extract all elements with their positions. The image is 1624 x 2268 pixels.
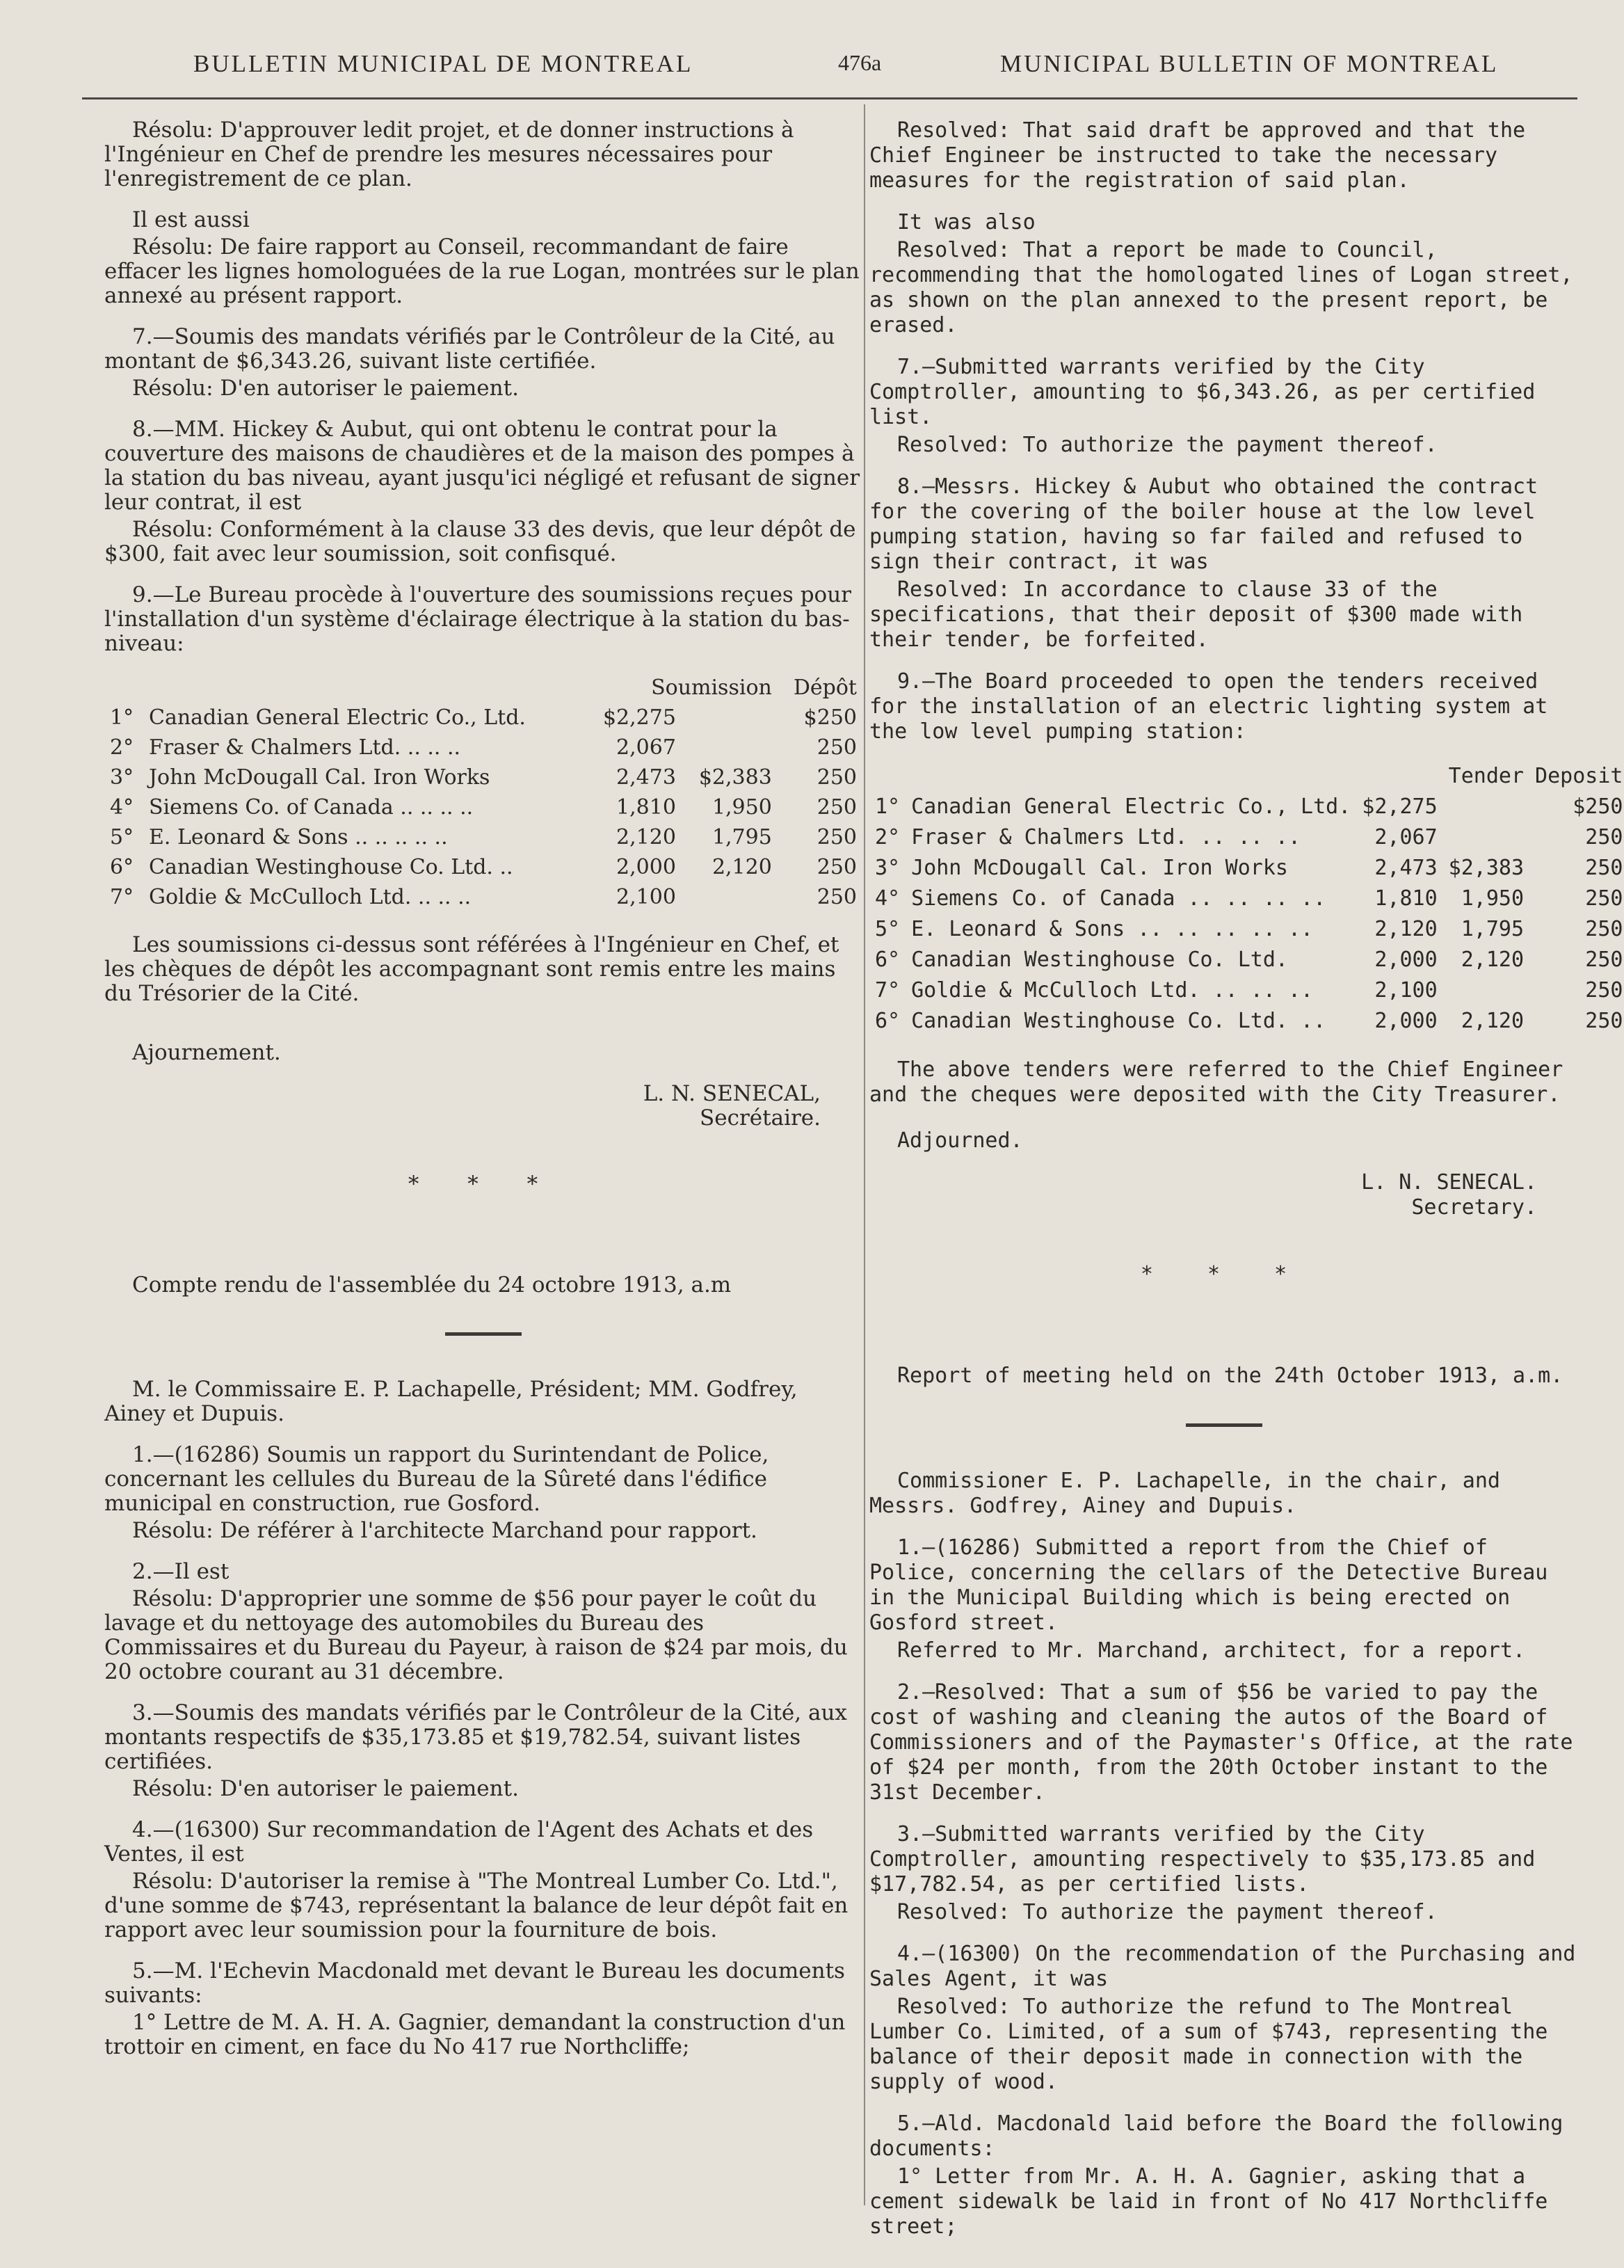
en-paragraph: 4.—(16300) On the recommendation of the Purchasing and Sales Agent, it was bbox=[869, 1942, 1576, 1991]
row-ordinal: 3° bbox=[875, 856, 901, 880]
row-company: Goldie & McCulloch Ltd. .. .. .. bbox=[911, 978, 1314, 1003]
table-row bbox=[104, 882, 862, 912]
row-tender-alt: 1,795 bbox=[1461, 917, 1525, 941]
row-tender-alt: 1,950 bbox=[1461, 886, 1525, 911]
fr-section-stars: * * * bbox=[408, 1172, 559, 1197]
row-ordinal: 4° bbox=[110, 795, 134, 820]
page-number: 476a bbox=[838, 50, 882, 75]
row-company: Canadian Westinghouse Co. Ltd. .. bbox=[149, 855, 513, 879]
fr-paragraph: M. le Commissaire E. P. Lachapelle, Président; MM. Godfrey, Ainey et Dupuis. bbox=[104, 1377, 798, 1426]
row-ordinal: 6° bbox=[875, 948, 901, 972]
en-paragraph: Referred to Mr. Marchand, architect, for a report. bbox=[897, 1638, 1526, 1663]
row-company: John McDougall Cal. Iron Works bbox=[149, 765, 490, 790]
row-tender-alt: 1,950 bbox=[711, 795, 772, 820]
row-tender-alt bbox=[1443, 975, 1529, 1006]
french-column bbox=[104, 118, 862, 2076]
row-deposit: 250 bbox=[817, 825, 857, 849]
en-paragraph: Resolved: To authorize the payment thereof. bbox=[897, 1900, 1438, 1924]
table-header-tender: Soumission bbox=[651, 676, 772, 700]
row-deposit: 250 bbox=[817, 765, 857, 790]
row-deposit: $250 bbox=[1573, 794, 1623, 819]
row-tender-alt: 2,120 bbox=[1461, 948, 1525, 972]
column-divider bbox=[864, 104, 865, 2205]
table-header-deposit: Dépôt bbox=[793, 676, 857, 700]
row-deposit: 250 bbox=[1585, 948, 1623, 972]
fr-paragraph: Résolu: De faire rapport au Conseil, recommandant de faire effacer les lignes homologuées de la rue Logan, montrées sur le plan annexé au présent rapport. bbox=[104, 234, 860, 308]
row-deposit: 250 bbox=[1585, 856, 1623, 880]
table-row bbox=[869, 945, 1624, 975]
row-tender: 2,067 bbox=[616, 735, 676, 760]
fr-signature-title: Secrétaire. bbox=[700, 1105, 821, 1131]
running-head bbox=[0, 50, 1624, 92]
table-header-blank bbox=[143, 673, 586, 703]
en-adjournment: Adjourned. bbox=[897, 1128, 1023, 1153]
english-column bbox=[869, 118, 1623, 2256]
row-ordinal: 2° bbox=[110, 735, 134, 760]
table-row bbox=[104, 762, 862, 792]
fr-paragraph: Résolu: D'approuver ledit projet, et de donner instructions à l'Ingénieur en Chef de prendre les mesures nécessaires pour l'enregistrement de ce plan. bbox=[104, 118, 794, 191]
table-row bbox=[104, 792, 862, 822]
en-signature-name: L. N. SENECAL. bbox=[1361, 1170, 1537, 1195]
en-report-title: Report of meeting held on the 24th October 1913, a.m. bbox=[897, 1364, 1563, 1388]
en-paragraph: Resolved: To authorize the refund to The Montreal Lumber Co. Limited, of a sum of $743, representing the balance of their deposit made in connection with the supply of wood. bbox=[869, 1995, 1548, 2094]
table-row bbox=[869, 975, 1624, 1006]
fr-paragraph: 2.—Il est bbox=[132, 1559, 230, 1584]
row-tender: 2,473 bbox=[1374, 856, 1438, 880]
row-deposit: 250 bbox=[817, 735, 857, 760]
table-header-tender: Tender bbox=[1448, 764, 1525, 788]
en-paragraph: Commissioner E. P. Lachapelle, in the chair, and Messrs. Godfrey, Ainey and Dupuis. bbox=[869, 1469, 1500, 1518]
en-paragraph: Resolved: To authorize the payment thereof. bbox=[897, 433, 1438, 457]
row-company: Siemens Co. of Canada .. .. .. .. bbox=[911, 886, 1326, 911]
row-tender-alt: 2,120 bbox=[1461, 1009, 1525, 1033]
row-company: Siemens Co. of Canada .. .. .. .. bbox=[149, 795, 474, 820]
row-tender: 2,120 bbox=[616, 825, 676, 849]
en-paragraph: 5.—Ald. Macdonald laid before the Board the following documents: bbox=[869, 2111, 1563, 2161]
fr-paragraph: 5.—M. l'Echevin Macdonald met devant le Bureau les documents suivants: bbox=[104, 1958, 845, 2008]
row-tender: 1,810 bbox=[616, 795, 676, 820]
en-paragraph: Resolved: That said draft be approved and that the Chief Engineer be instructed to take the necessary measures for the registration of said plan. bbox=[869, 118, 1526, 193]
fr-tender-table bbox=[104, 673, 862, 912]
row-tender-alt bbox=[1443, 822, 1529, 853]
row-tender: 2,000 bbox=[1374, 948, 1438, 972]
fr-paragraph: 7.—Soumis des mandats vérifiés par le Contrôleur de la Cité, au montant de $6,343.26, suivant liste certifiée. bbox=[104, 324, 835, 374]
en-paragraph: 7.—Submitted warrants verified by the City Comptroller, amounting to $6,343.26, as per certified list. bbox=[869, 355, 1536, 429]
row-deposit: 250 bbox=[1585, 886, 1623, 911]
row-tender: $2,275 bbox=[602, 705, 676, 730]
fr-short-rule bbox=[445, 1332, 522, 1336]
row-ordinal: 1° bbox=[110, 705, 134, 730]
fr-paragraph: Les soumissions ci-dessus sont référées à l'Ingénieur en Chef, et les chèques de dépôt les accompagnant sont remis entre les mains du Trésorier de la Cité. bbox=[104, 932, 839, 1006]
row-ordinal: 1° bbox=[875, 794, 901, 819]
row-tender: 2,100 bbox=[1374, 978, 1438, 1003]
table-row bbox=[869, 884, 1624, 914]
en-paragraph: Resolved: In accordance to clause 33 of the specifications, that their deposit of $300 made with their tender, be forfeited. bbox=[869, 577, 1523, 652]
row-tender: $2,275 bbox=[1362, 794, 1438, 819]
row-company: Canadian General Electric Co., Ltd. bbox=[149, 705, 526, 730]
row-ordinal: 6° bbox=[875, 1009, 901, 1033]
row-deposit: 250 bbox=[817, 795, 857, 820]
row-company: Fraser & Chalmers Ltd. .. .. .. bbox=[911, 825, 1301, 849]
row-tender-alt bbox=[682, 733, 778, 762]
en-paragraph: 9.—The Board proceeded to open the tenders received for the installation of an electric lighting system at the low level pumping station: bbox=[869, 669, 1548, 744]
row-tender: 2,000 bbox=[1374, 1009, 1438, 1033]
table-header-blank bbox=[104, 673, 143, 703]
en-section-stars: * * * bbox=[1140, 1262, 1308, 1286]
table-row bbox=[104, 733, 862, 762]
row-company: Canadian General Electric Co., Ltd. bbox=[911, 794, 1351, 819]
en-signature-title: Secretary. bbox=[1411, 1195, 1537, 1220]
fr-paragraph: 8.—MM. Hickey & Aubut, qui ont obtenu le contrat pour la couverture des maisons de chaudières et de la maison des pompes à la station du bas niveau, ayant jusqu'ici négligé et refusant de signer leur contrat, il est bbox=[104, 417, 860, 515]
row-ordinal: 5° bbox=[875, 917, 901, 941]
row-tender: 2,120 bbox=[1374, 917, 1438, 941]
row-ordinal: 4° bbox=[875, 886, 901, 911]
header-title-en: MUNICIPAL BULLETIN OF MONTREAL bbox=[1000, 50, 1499, 77]
table-header-deposit: Deposit bbox=[1535, 764, 1623, 788]
fr-paragraph: Il est aussi bbox=[132, 207, 250, 232]
row-company: Goldie & McCulloch Ltd. .. .. .. bbox=[149, 885, 472, 909]
en-paragraph: 1.—(16286) Submitted a report from the Chief of Police, concerning the cellars of the Detective Bureau in the Municipal Building which is being erected on Gosford street. bbox=[869, 1535, 1548, 1635]
fr-adjournment: Ajournement. bbox=[132, 1040, 281, 1065]
en-paragraph: 8.—Messrs. Hickey & Aubut who obtained the contract for the covering of the boiler house at the low level pumping station, having so far failed and refused to sign their contract, it was bbox=[869, 474, 1538, 574]
row-company: Fraser & Chalmers Ltd. .. .. .. bbox=[149, 735, 461, 760]
row-deposit: 250 bbox=[1585, 917, 1623, 941]
fr-paragraph: 1.—(16286) Soumis un rapport du Surintendant de Police, concernant les cellules du Bureau de la Sûreté dans l'édifice municipal en construction, rue Gosford. bbox=[104, 1442, 769, 1516]
table-row bbox=[869, 914, 1624, 945]
row-ordinal: 7° bbox=[110, 885, 134, 909]
row-company: Canadian Westinghouse Co. Ltd. bbox=[911, 948, 1288, 972]
en-paragraph: Resolved: That a report be made to Council, recommending that the homologated lines of Logan street, as shown on the plan annexed to the present report, be erased. bbox=[869, 238, 1573, 337]
fr-paragraph: Résolu: D'en autoriser le paiement. bbox=[132, 1776, 519, 1801]
table-row bbox=[869, 1006, 1624, 1037]
table-row bbox=[104, 703, 862, 733]
row-tender-alt bbox=[1443, 792, 1529, 822]
fr-paragraph: Résolu: D'en autoriser le paiement. bbox=[132, 376, 519, 401]
row-deposit: 250 bbox=[1585, 1009, 1623, 1033]
row-deposit: $250 bbox=[803, 705, 857, 730]
row-company: E. Leonard & Sons .. .. .. .. .. bbox=[911, 917, 1314, 941]
table-row bbox=[869, 822, 1624, 853]
row-deposit: 250 bbox=[1585, 978, 1623, 1003]
en-paragraph: The above tenders were referred to the Chief Engineer and the cheques were deposited with the City Treasurer. bbox=[869, 1057, 1563, 1107]
row-company: E. Leonard & Sons .. .. .. .. .. bbox=[149, 825, 448, 849]
fr-paragraph: 3.—Soumis des mandats vérifiés par le Contrôleur de la Cité, aux montants respectifs de $35,173.85 et $19,782.54, suivant listes certifiées. bbox=[104, 1700, 847, 1774]
en-short-rule bbox=[1186, 1423, 1262, 1427]
fr-paragraph: Résolu: D'autoriser la remise à "The Montreal Lumber Co. Ltd.", d'une somme de $743, représentant la balance de leur dépôt fait en rapport avec leur soumission pour la fourniture de bois. bbox=[104, 1869, 849, 1942]
en-paragraph: 2.—Resolved: That a sum of $56 be varied to pay the cost of washing and cleaning the autos of the Board of Commissioners and of the Paymaster's Office, at the rate of $24 per month, from the 20th October instant to the 31st December. bbox=[869, 1680, 1573, 1805]
row-tender: 2,067 bbox=[1374, 825, 1438, 849]
table-row bbox=[104, 852, 862, 882]
row-tender-alt bbox=[682, 882, 778, 912]
fr-paragraph: 1° Lettre de M. A. H. A. Gagnier, demandant la construction d'un trottoir en ciment, en face du No 417 rue Northcliffe; bbox=[104, 2010, 846, 2059]
header-rule bbox=[82, 97, 1577, 99]
row-tender-alt: 2,120 bbox=[711, 855, 772, 879]
row-tender: 2,000 bbox=[616, 855, 676, 879]
row-tender: 2,100 bbox=[616, 885, 676, 909]
row-tender-alt bbox=[682, 703, 778, 733]
fr-paragraph: Résolu: Conformément à la clause 33 des devis, que leur dépôt de $300, fait avec leur soumission, soit confisqué. bbox=[104, 517, 856, 566]
table-row bbox=[869, 853, 1624, 884]
fr-signature-name: L. N. SENECAL, bbox=[643, 1081, 821, 1106]
row-deposit: 250 bbox=[1585, 825, 1623, 849]
row-deposit: 250 bbox=[817, 885, 857, 909]
fr-report-title: Compte rendu de l'assemblée du 24 octobre 1913, a.m bbox=[132, 1272, 732, 1297]
row-ordinal: 2° bbox=[875, 825, 901, 849]
row-ordinal: 6° bbox=[110, 855, 134, 879]
row-ordinal: 5° bbox=[110, 825, 134, 849]
en-paragraph: It was also bbox=[897, 210, 1036, 234]
fr-paragraph: 9.—Le Bureau procède à l'ouverture des soumissions reçues pour l'installation d'un système d'éclairage électrique à la station du bas-niveau: bbox=[104, 582, 851, 656]
fr-paragraph: 4.—(16300) Sur recommandation de l'Agent des Achats et des Ventes, il est bbox=[104, 1817, 814, 1867]
en-tender-table bbox=[869, 761, 1624, 1037]
table-row bbox=[869, 792, 1624, 822]
row-tender-alt: $2,383 bbox=[1448, 856, 1525, 880]
fr-paragraph: Résolu: De référer à l'architecte Marchand pour rapport. bbox=[132, 1518, 757, 1543]
row-tender-alt: $2,383 bbox=[698, 765, 772, 790]
row-ordinal: 7° bbox=[875, 978, 901, 1003]
en-paragraph: 3.—Submitted warrants verified by the City Comptroller, amounting respectively to $35,173.85 and $17,782.54, as per certified lists. bbox=[869, 1822, 1536, 1896]
row-company: Canadian Westinghouse Co. Ltd. .. bbox=[911, 1009, 1326, 1033]
row-ordinal: 3° bbox=[110, 765, 134, 790]
table-header-blank bbox=[906, 761, 1356, 792]
header-title-fr: BULLETIN MUNICIPAL DE MONTREAL bbox=[193, 50, 693, 77]
table-row bbox=[104, 822, 862, 852]
en-paragraph: 1° Letter from Mr. A. H. A. Gagnier, asking that a cement sidewalk be laid in front of No 417 Northcliffe street; bbox=[869, 2164, 1548, 2239]
table-header-blank bbox=[869, 761, 906, 792]
row-tender: 2,473 bbox=[616, 765, 676, 790]
row-tender: 1,810 bbox=[1374, 886, 1438, 911]
row-company: John McDougall Cal. Iron Works bbox=[911, 856, 1288, 880]
fr-paragraph: Résolu: D'approprier une somme de $56 pour payer le coût du lavage et du nettoyage des automobiles du Bureau des Commissaires et du Bureau du Payeur, à raison de $24 par mois, du 20 octobre courant au 31 décembre. bbox=[104, 1586, 848, 1684]
row-deposit: 250 bbox=[817, 855, 857, 879]
row-tender-alt: 1,795 bbox=[711, 825, 772, 849]
